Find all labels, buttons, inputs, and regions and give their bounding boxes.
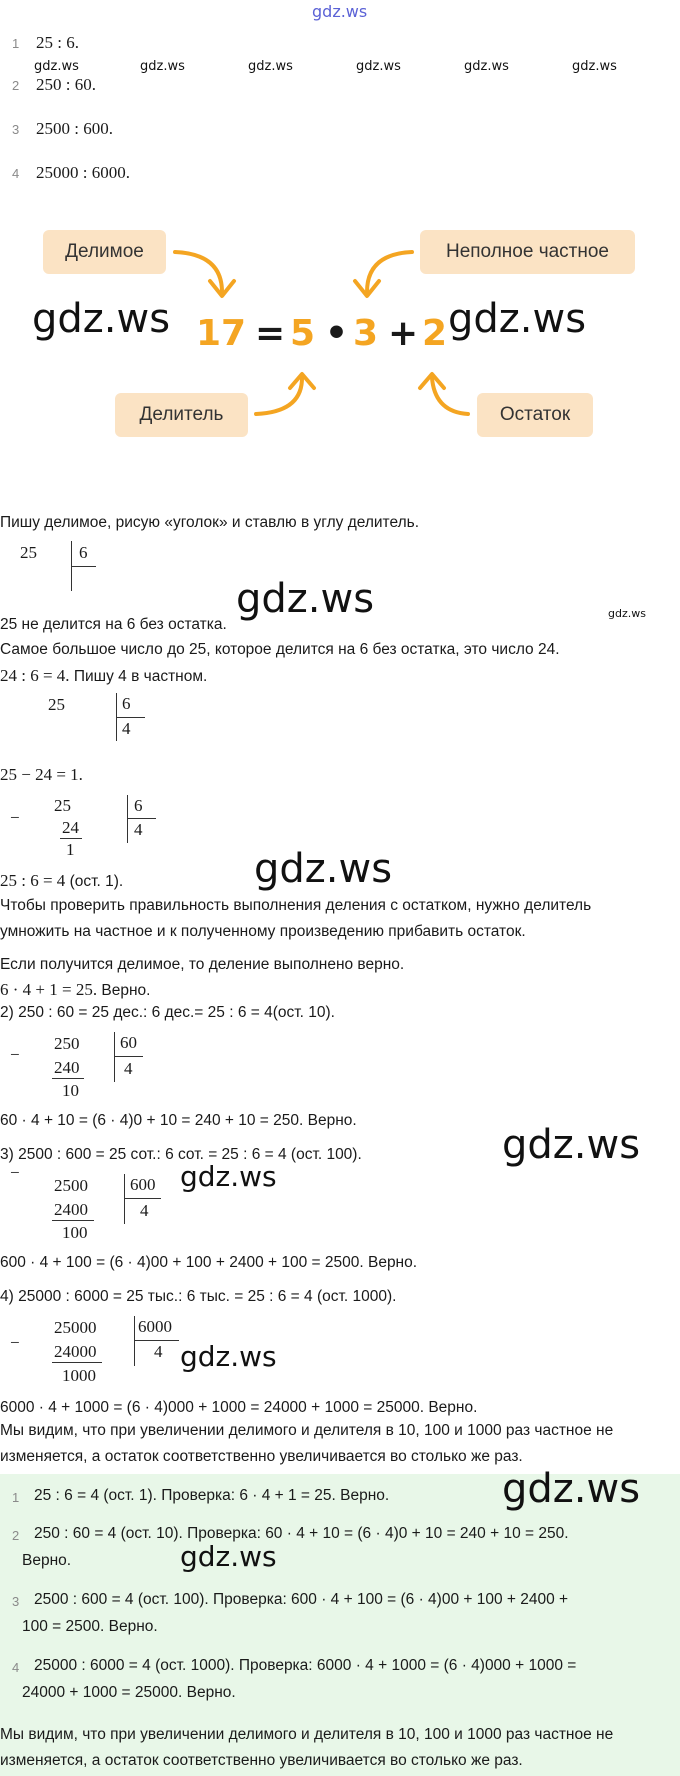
solution-paragraph [0, 666, 207, 686]
watermark: gdz.ws [448, 296, 587, 342]
equation-quotient: 3 [353, 313, 379, 354]
ld-dividend: 25000 [54, 1318, 97, 1337]
task-expression: 25000 : 6000. [36, 163, 130, 182]
answer-conclusion: Мы видим, что при увеличении делимого и делителя в 10, 100 и 1000 раз частное не [0, 1726, 614, 1743]
watermark: gdz.ws [502, 1122, 641, 1168]
ld-subtrahend: 240 [54, 1058, 80, 1077]
equation-equals: = [255, 313, 286, 354]
ld-remainder: 1000 [62, 1366, 96, 1385]
ld-dividend: 25 [20, 543, 37, 562]
watermark: gdz.ws [356, 59, 401, 74]
ld-remainder: 1 [66, 840, 75, 859]
watermark: gdz.ws [502, 1466, 641, 1512]
answer-line: 100 = 2500. Верно. [22, 1618, 158, 1635]
task-expression: 250 : 60. [36, 75, 96, 94]
solution-paragraph [0, 871, 123, 891]
solution-paragraph: Мы видим, что при увеличении делимого и делителя в 10, 100 и 1000 раз частное не [0, 1422, 614, 1439]
answer-line: 25 : 6 = 4 (ост. 1). Проверка: 6 · 4 + 1 = 25. Верно. [34, 1487, 390, 1504]
watermark: gdz.ws [236, 576, 375, 622]
answer-line: 24000 + 1000 = 25000. Верно. [22, 1684, 236, 1701]
solution-paragraph: Если получится делимое, то деление выполнено верно. [0, 956, 405, 973]
ld-quotient: 4 [122, 719, 131, 738]
ld-dividend: 25 [54, 796, 71, 815]
ld-minus: − [10, 1333, 20, 1352]
task-expression: 25 : 6. [36, 33, 79, 52]
ld-remainder: 10 [62, 1081, 79, 1100]
answer-line: 250 : 60 = 4 (ост. 10). Проверка: 60 · 4 + 10 = (6 · 4)0 + 10 = 240 + 10 = 250. [34, 1525, 569, 1542]
remainder-label: Остаток [477, 393, 593, 437]
ld-divisor: 60 [120, 1033, 137, 1052]
watermark: gdz.ws [180, 1540, 277, 1573]
task-number: 3 [12, 122, 20, 137]
task-number: 4 [12, 166, 20, 181]
answer-number: 4 [12, 1660, 20, 1675]
watermark: gdz.ws [572, 59, 617, 74]
solution-paragraph: Самое большое число до 25, которое делится на 6 без остатка, это число 24. [0, 641, 560, 658]
solution-paragraph: Чтобы проверить правильность выполнения деления с остатком, нужно делитель [0, 897, 592, 914]
equation: 24 : 6 = 4. [0, 666, 70, 685]
answer-number: 2 [12, 1528, 20, 1543]
ld-remainder: 100 [62, 1223, 88, 1242]
equation: 6 · 4 + 1 = 25. [0, 980, 98, 999]
ld-quotient: 4 [134, 820, 143, 839]
ld-minus: − [10, 1163, 20, 1182]
ld-divisor: 600 [130, 1175, 156, 1194]
answer-line: 2500 : 600 = 4 (ост. 100). Проверка: 600 · 4 + 100 = (6 · 4)00 + 100 + 2400 + [34, 1591, 569, 1608]
solution-step: 4) 25000 : 6000 = 25 тыс.: 6 тыс. = 25 : 6 = 4 (ост. 1000). [0, 1288, 397, 1305]
solution-text: (ост. 1). [65, 873, 124, 890]
watermark: gdz.ws [32, 296, 171, 342]
solution-paragraph [0, 980, 150, 1000]
solution-paragraph: 6000 · 4 + 1000 = (6 · 4)000 + 1000 = 24000 + 1000 = 25000. Верно. [0, 1399, 478, 1416]
solution-step: 2) 250 : 60 = 25 дес.: 6 дес.= 25 : 6 = 4(ост. 10). [0, 1004, 335, 1021]
ld-dividend: 250 [54, 1034, 80, 1053]
answer-conclusion: изменяется, а остаток соответственно увеличивается во столько же раз. [0, 1752, 523, 1769]
ld-dividend: 25 [48, 695, 65, 714]
ld-subtrahend: 24000 [54, 1342, 97, 1361]
solution-paragraph: Пишу делимое, рисую «уголок» и ставлю в углу делитель. [0, 514, 419, 531]
dividend-label: Делимое [43, 230, 166, 274]
ld-minus: − [10, 808, 20, 827]
ld-dividend: 2500 [54, 1176, 88, 1195]
solution-paragraph: изменяется, а остаток соответственно увеличивается во столько же раз. [0, 1448, 523, 1465]
ld-quotient: 4 [140, 1201, 149, 1220]
watermark: gdz.ws [180, 1340, 277, 1373]
answer-line: 25000 : 6000 = 4 (ост. 1000). Проверка: 6000 · 4 + 1000 = (6 · 4)000 + 1000 = [34, 1657, 577, 1674]
watermark: gdz.ws [180, 1160, 277, 1193]
answer-number: 3 [12, 1594, 20, 1609]
watermark: gdz.ws [254, 846, 393, 892]
watermark: gdz.ws [608, 607, 646, 620]
ld-minus: − [10, 1045, 20, 1064]
solution-paragraph: 60 · 4 + 10 = (6 · 4)0 + 10 = 240 + 10 = 250. Верно. [0, 1112, 357, 1129]
watermark: gdz.ws [140, 59, 185, 74]
solution-text: Пишу 4 в частном. [69, 668, 208, 685]
solution-paragraph: умножить на частное и к полученному произведению прибавить остаток. [0, 923, 526, 940]
ld-divisor: 6 [134, 796, 143, 815]
quotient-label: Неполное частное [420, 230, 635, 274]
equation: 25 − 24 = 1. [0, 765, 83, 784]
equation-dividend: 17 [196, 313, 247, 354]
ld-divisor: 6000 [138, 1317, 172, 1336]
solution-step: 3) 2500 : 600 = 25 сот.: 6 сот. = 25 : 6 = 4 (ост. 100). [0, 1146, 362, 1163]
ld-divisor: 6 [79, 543, 88, 562]
equation-dot: • [325, 313, 349, 354]
solution-paragraph: 600 · 4 + 100 = (6 · 4)00 + 100 + 2400 + 100 = 2500. Верно. [0, 1254, 418, 1271]
ld-quotient: 4 [124, 1059, 133, 1078]
ld-divisor: 6 [122, 694, 131, 713]
answer-line: Верно. [22, 1552, 72, 1569]
watermark: gdz.ws [34, 59, 79, 74]
watermark-top: gdz.ws [312, 2, 368, 21]
divisor-label: Делитель [115, 393, 248, 437]
equation-remainder: 2 [422, 313, 448, 354]
watermark: gdz.ws [248, 59, 293, 74]
diagram-arrows [0, 0, 680, 460]
arrow-remainder [432, 378, 468, 414]
task-number: 2 [12, 78, 20, 93]
watermark: gdz.ws [464, 59, 509, 74]
ld-quotient: 4 [154, 1342, 163, 1361]
solution-paragraph: 25 не делится на 6 без остатка. [0, 616, 227, 633]
ld-subtrahend: 2400 [54, 1200, 88, 1219]
equation: 25 : 6 = 4 [0, 871, 66, 890]
ld-subtrahend: 24 [62, 818, 79, 837]
solution-text: Верно. [97, 982, 151, 999]
equation-divisor: 5 [290, 313, 316, 354]
task-expression: 2500 : 600. [36, 119, 113, 138]
task-number: 1 [12, 36, 20, 51]
answer-number: 1 [12, 1490, 20, 1505]
equation-plus: + [388, 313, 419, 354]
